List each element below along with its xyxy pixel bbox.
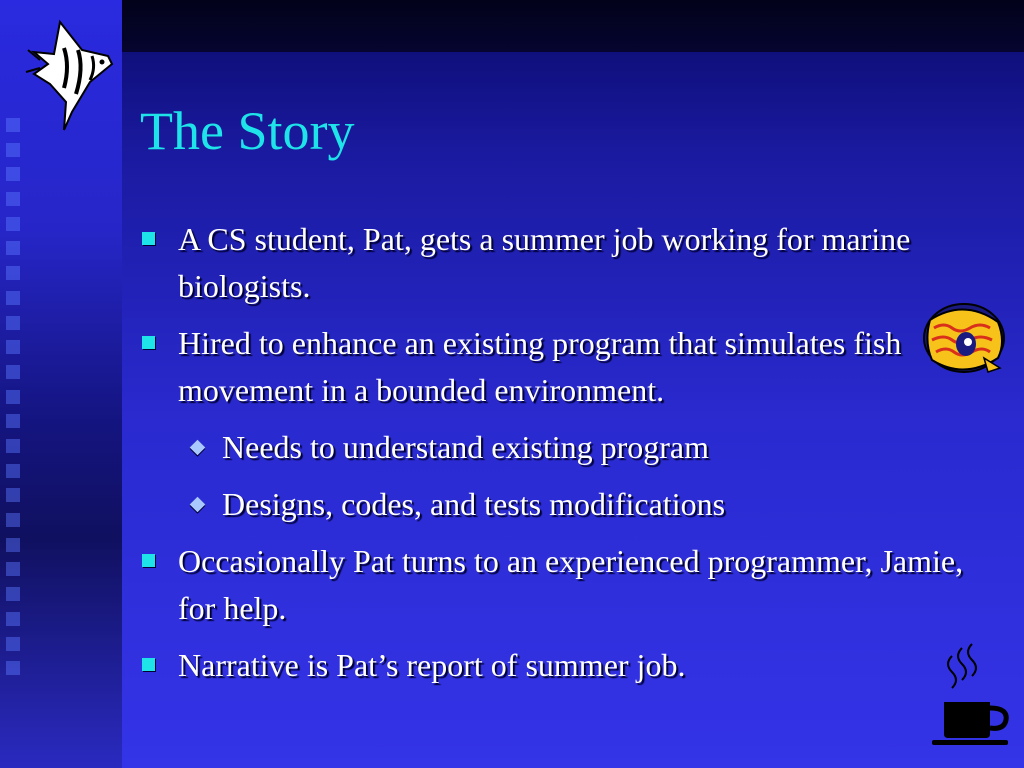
- bullet-text: Hired to enhance an existing program that simulates fish movement in a bounded environment.: [178, 325, 902, 408]
- decorative-square: [6, 390, 20, 404]
- diamond-bullet-icon: [190, 440, 206, 456]
- slide-title: The Story: [140, 101, 355, 161]
- decorative-square: [6, 637, 20, 651]
- decorative-square: [6, 513, 20, 527]
- bullet-item: [140, 538, 990, 632]
- top-dark-band: [122, 0, 1024, 52]
- sub-bullet-item: [140, 424, 990, 471]
- decorative-square: [6, 661, 20, 675]
- square-bullet-icon: [142, 554, 155, 567]
- decorative-square: [6, 143, 20, 157]
- decorative-square: [6, 266, 20, 280]
- decorative-square: [6, 488, 20, 502]
- decorative-square: [6, 192, 20, 206]
- sub-bullet-text: Designs, codes, and tests modifications: [222, 486, 726, 522]
- square-bullet-icon: [142, 336, 155, 349]
- decorative-square: [6, 167, 20, 181]
- decorative-square: [6, 241, 20, 255]
- decorative-square: [6, 562, 20, 576]
- bullet-item: [140, 642, 990, 689]
- decorative-square: [6, 538, 20, 552]
- sub-bullet-text: Needs to understand existing program: [222, 429, 709, 465]
- decorative-square-column: [6, 118, 28, 678]
- decorative-square: [6, 612, 20, 626]
- bullet-item: [140, 216, 990, 310]
- decorative-square: [6, 217, 20, 231]
- angelfish-logo-icon: [20, 12, 115, 132]
- decorative-square: [6, 340, 20, 354]
- decorative-square: [6, 464, 20, 478]
- fish-icon: [918, 298, 1006, 378]
- bullet-text: A CS student, Pat, gets a summer job working for marine biologists.: [178, 221, 911, 304]
- decorative-square: [6, 118, 20, 132]
- bullet-text: Occasionally Pat turns to an experienced programmer, Jamie, for help.: [178, 543, 964, 626]
- bullet-item: [140, 320, 990, 414]
- sub-bullet-item: [140, 481, 990, 528]
- decorative-square: [6, 365, 20, 379]
- decorative-square: [6, 414, 20, 428]
- bullet-list: [140, 216, 990, 699]
- square-bullet-icon: [142, 658, 155, 671]
- decorative-square: [6, 291, 20, 305]
- decorative-square: [6, 439, 20, 453]
- coffee-cup-icon: [928, 642, 1014, 750]
- decorative-square: [6, 316, 20, 330]
- square-bullet-icon: [142, 232, 155, 245]
- diamond-bullet-icon: [190, 497, 206, 513]
- bullet-text: Narrative is Pat’s report of summer job.: [178, 647, 686, 683]
- decorative-square: [6, 587, 20, 601]
